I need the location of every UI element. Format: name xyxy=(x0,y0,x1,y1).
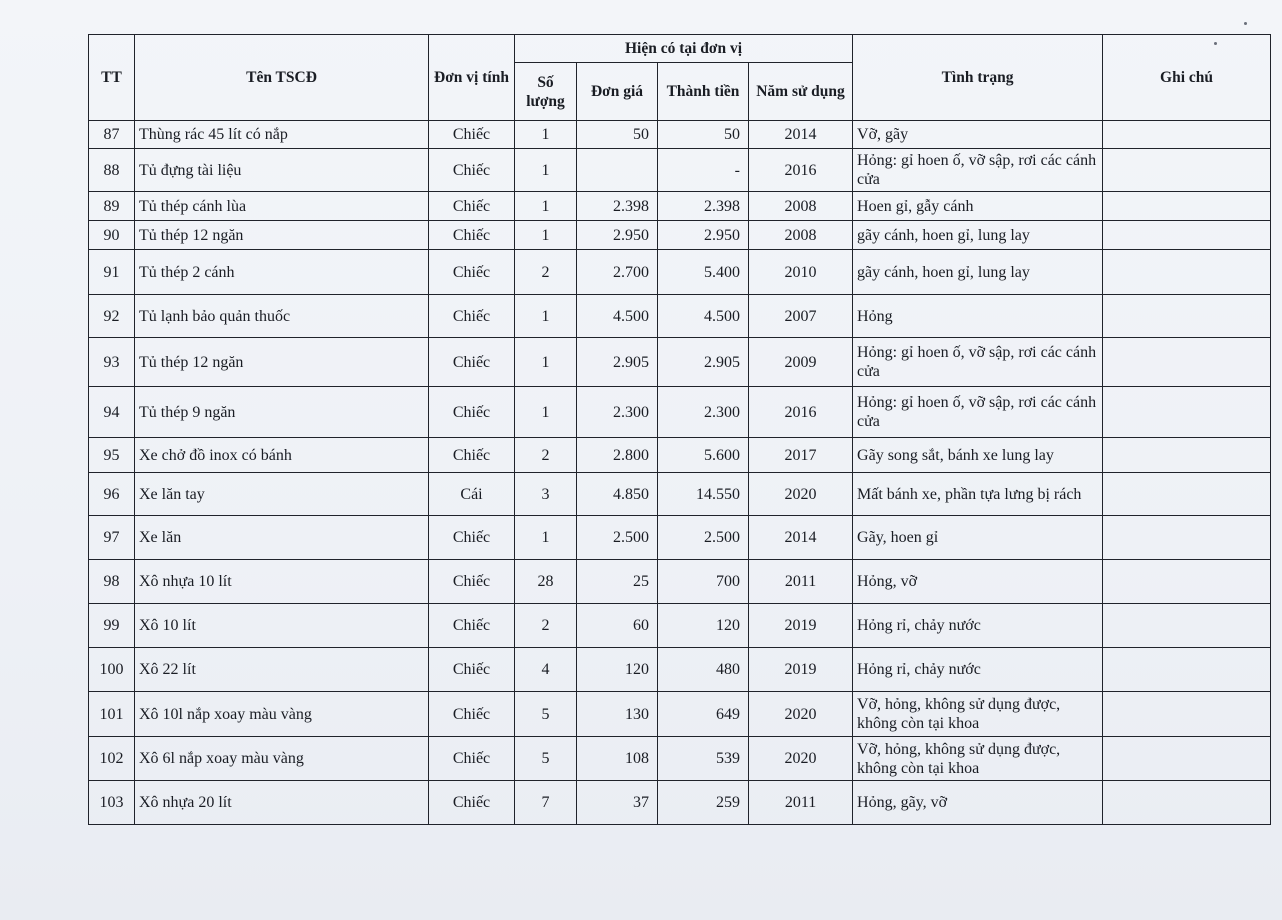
year-in-use-cell: 2011 xyxy=(749,560,853,604)
condition-cell: Gãy song sắt, bánh xe lung lay xyxy=(853,438,1103,473)
unit-price-cell: 130 xyxy=(577,692,658,737)
quantity-cell: 5 xyxy=(515,737,577,781)
table-row xyxy=(89,648,1271,692)
unit-cell: Chiếc xyxy=(429,648,515,692)
table-row xyxy=(89,560,1271,604)
note-cell xyxy=(1103,604,1271,648)
table-row xyxy=(89,438,1271,473)
table-row xyxy=(89,121,1271,149)
unit-price-cell: 108 xyxy=(577,737,658,781)
unit-cell: Chiếc xyxy=(429,121,515,149)
condition-cell: Hỏng xyxy=(853,295,1103,338)
quantity-cell: 2 xyxy=(515,250,577,295)
year-in-use-cell: 2007 xyxy=(749,295,853,338)
condition-cell: Hỏng rỉ, chảy nước xyxy=(853,648,1103,692)
condition-cell: Gãy, hoen gỉ xyxy=(853,516,1103,560)
year-in-use-cell: 2014 xyxy=(749,121,853,149)
asset-name-cell: Xe lăn tay xyxy=(135,473,429,516)
header-price: Đơn giá xyxy=(577,63,658,121)
asset-name-cell: Tủ thép 12 ngăn xyxy=(135,221,429,250)
year-in-use-cell: 2017 xyxy=(749,438,853,473)
unit-cell: Chiếc xyxy=(429,221,515,250)
asset-name-cell: Tủ thép 9 ngăn xyxy=(135,387,429,438)
note-cell xyxy=(1103,387,1271,438)
asset-name-cell: Xô 22 lít xyxy=(135,648,429,692)
year-in-use-cell: 2014 xyxy=(749,516,853,560)
row-number-cell: 100 xyxy=(89,648,135,692)
condition-cell: Hỏng rỉ, chảy nước xyxy=(853,604,1103,648)
condition-cell: Vỡ, hỏng, không sử dụng được, không còn tại khoa xyxy=(853,737,1103,781)
year-in-use-cell: 2019 xyxy=(749,604,853,648)
quantity-cell: 5 xyxy=(515,692,577,737)
condition-cell: Hỏng: gỉ hoen ố, vỡ sập, rơi các cánh cửa xyxy=(853,338,1103,387)
quantity-cell: 1 xyxy=(515,516,577,560)
asset-name-cell: Xô 10 lít xyxy=(135,604,429,648)
quantity-cell: 2 xyxy=(515,438,577,473)
table-row xyxy=(89,192,1271,221)
row-number-cell: 88 xyxy=(89,149,135,192)
year-in-use-cell: 2016 xyxy=(749,387,853,438)
total-amount-cell: 649 xyxy=(658,692,749,737)
condition-cell: Mất bánh xe, phần tựa lưng bị rách xyxy=(853,473,1103,516)
row-number-cell: 89 xyxy=(89,192,135,221)
total-amount-cell: 4.500 xyxy=(658,295,749,338)
unit-cell: Chiếc xyxy=(429,295,515,338)
asset-name-cell: Thùng rác 45 lít có nắp xyxy=(135,121,429,149)
asset-table xyxy=(88,34,1271,825)
quantity-cell: 1 xyxy=(515,121,577,149)
unit-price-cell: 4.850 xyxy=(577,473,658,516)
year-in-use-cell: 2020 xyxy=(749,473,853,516)
condition-cell: gãy cánh, hoen gỉ, lung lay xyxy=(853,250,1103,295)
asset-name-cell: Tủ thép 2 cánh xyxy=(135,250,429,295)
condition-cell: gãy cánh, hoen gỉ, lung lay xyxy=(853,221,1103,250)
header-tt: TT xyxy=(89,35,135,121)
unit-cell: Chiếc xyxy=(429,149,515,192)
total-amount-cell: 5.600 xyxy=(658,438,749,473)
quantity-cell: 2 xyxy=(515,604,577,648)
row-number-cell: 101 xyxy=(89,692,135,737)
paper-speck xyxy=(1244,22,1247,25)
quantity-cell: 1 xyxy=(515,338,577,387)
asset-name-cell: Xô nhựa 20 lít xyxy=(135,781,429,825)
row-number-cell: 102 xyxy=(89,737,135,781)
unit-price-cell: 2.950 xyxy=(577,221,658,250)
row-number-cell: 103 xyxy=(89,781,135,825)
row-number-cell: 94 xyxy=(89,387,135,438)
total-amount-cell: 50 xyxy=(658,121,749,149)
paper-speck xyxy=(1214,42,1217,45)
unit-cell: Chiếc xyxy=(429,737,515,781)
note-cell xyxy=(1103,338,1271,387)
quantity-cell: 4 xyxy=(515,648,577,692)
total-amount-cell: 14.550 xyxy=(658,473,749,516)
condition-cell: Vỡ, gãy xyxy=(853,121,1103,149)
note-cell xyxy=(1103,692,1271,737)
table-row xyxy=(89,338,1271,387)
year-in-use-cell: 2020 xyxy=(749,737,853,781)
row-number-cell: 93 xyxy=(89,338,135,387)
year-in-use-cell: 2020 xyxy=(749,692,853,737)
unit-cell: Chiếc xyxy=(429,516,515,560)
year-in-use-cell: 2008 xyxy=(749,192,853,221)
unit-price-cell: 2.700 xyxy=(577,250,658,295)
year-in-use-cell: 2016 xyxy=(749,149,853,192)
note-cell xyxy=(1103,560,1271,604)
row-number-cell: 87 xyxy=(89,121,135,149)
header-year: Năm sử dụng xyxy=(749,63,853,121)
year-in-use-cell: 2008 xyxy=(749,221,853,250)
note-cell xyxy=(1103,516,1271,560)
unit-price-cell: 2.398 xyxy=(577,192,658,221)
note-cell xyxy=(1103,438,1271,473)
asset-name-cell: Xô nhựa 10 lít xyxy=(135,560,429,604)
header-status: Tình trạng xyxy=(853,35,1103,121)
row-number-cell: 99 xyxy=(89,604,135,648)
note-cell xyxy=(1103,149,1271,192)
total-amount-cell: 2.905 xyxy=(658,338,749,387)
header-qty: Số lượng xyxy=(515,63,577,121)
unit-price-cell: 25 xyxy=(577,560,658,604)
year-in-use-cell: 2011 xyxy=(749,781,853,825)
unit-price-cell: 60 xyxy=(577,604,658,648)
table-row xyxy=(89,221,1271,250)
table-row xyxy=(89,604,1271,648)
total-amount-cell: 480 xyxy=(658,648,749,692)
row-number-cell: 98 xyxy=(89,560,135,604)
note-cell xyxy=(1103,473,1271,516)
total-amount-cell: 2.398 xyxy=(658,192,749,221)
table-row xyxy=(89,516,1271,560)
note-cell xyxy=(1103,121,1271,149)
unit-cell: Chiếc xyxy=(429,338,515,387)
quantity-cell: 7 xyxy=(515,781,577,825)
total-amount-cell: 2.950 xyxy=(658,221,749,250)
condition-cell: Hỏng, gãy, vỡ xyxy=(853,781,1103,825)
unit-cell: Chiếc xyxy=(429,387,515,438)
table-row xyxy=(89,473,1271,516)
header-name: Tên TSCĐ xyxy=(135,35,429,121)
note-cell xyxy=(1103,221,1271,250)
condition-cell: Hỏng, vỡ xyxy=(853,560,1103,604)
condition-cell: Vỡ, hỏng, không sử dụng được, không còn tại khoa xyxy=(853,692,1103,737)
table-row xyxy=(89,737,1271,781)
year-in-use-cell: 2009 xyxy=(749,338,853,387)
total-amount-cell: 700 xyxy=(658,560,749,604)
quantity-cell: 1 xyxy=(515,295,577,338)
note-cell xyxy=(1103,737,1271,781)
total-amount-cell: 5.400 xyxy=(658,250,749,295)
unit-cell: Chiếc xyxy=(429,781,515,825)
year-in-use-cell: 2010 xyxy=(749,250,853,295)
condition-cell: Hoen gỉ, gẫy cánh xyxy=(853,192,1103,221)
asset-name-cell: Xô 6l nắp xoay màu vàng xyxy=(135,737,429,781)
quantity-cell: 28 xyxy=(515,560,577,604)
row-number-cell: 97 xyxy=(89,516,135,560)
unit-price-cell: 120 xyxy=(577,648,658,692)
note-cell xyxy=(1103,648,1271,692)
total-amount-cell: 2.300 xyxy=(658,387,749,438)
header-total: Thành tiền xyxy=(658,63,749,121)
quantity-cell: 3 xyxy=(515,473,577,516)
table-row xyxy=(89,781,1271,825)
asset-name-cell: Tủ thép cánh lùa xyxy=(135,192,429,221)
total-amount-cell: 2.500 xyxy=(658,516,749,560)
unit-price-cell: 2.500 xyxy=(577,516,658,560)
asset-name-cell: Tủ đựng tài liệu xyxy=(135,149,429,192)
table-row xyxy=(89,295,1271,338)
quantity-cell: 1 xyxy=(515,149,577,192)
unit-price-cell xyxy=(577,149,658,192)
header-note: Ghi chú xyxy=(1103,35,1271,121)
unit-cell: Chiếc xyxy=(429,560,515,604)
quantity-cell: 1 xyxy=(515,221,577,250)
note-cell xyxy=(1103,781,1271,825)
unit-cell: Chiếc xyxy=(429,604,515,648)
unit-price-cell: 37 xyxy=(577,781,658,825)
note-cell xyxy=(1103,250,1271,295)
table-row xyxy=(89,250,1271,295)
unit-cell: Chiếc xyxy=(429,438,515,473)
quantity-cell: 1 xyxy=(515,387,577,438)
unit-price-cell: 50 xyxy=(577,121,658,149)
table-row xyxy=(89,387,1271,438)
unit-price-cell: 2.905 xyxy=(577,338,658,387)
total-amount-cell: 539 xyxy=(658,737,749,781)
year-in-use-cell: 2019 xyxy=(749,648,853,692)
asset-name-cell: Xe lăn xyxy=(135,516,429,560)
unit-price-cell: 4.500 xyxy=(577,295,658,338)
note-cell xyxy=(1103,295,1271,338)
header-unit: Đơn vị tính xyxy=(429,35,515,121)
row-number-cell: 92 xyxy=(89,295,135,338)
asset-name-cell: Xô 10l nắp xoay màu vàng xyxy=(135,692,429,737)
total-amount-cell: 120 xyxy=(658,604,749,648)
header-group: Hiện có tại đơn vị xyxy=(515,35,853,63)
total-amount-cell: 259 xyxy=(658,781,749,825)
unit-cell: Chiếc xyxy=(429,192,515,221)
asset-name-cell: Tủ thép 12 ngăn xyxy=(135,338,429,387)
condition-cell: Hỏng: gỉ hoen ố, vỡ sập, rơi các cánh cửa xyxy=(853,149,1103,192)
table-row xyxy=(89,692,1271,737)
row-number-cell: 90 xyxy=(89,221,135,250)
unit-cell: Cái xyxy=(429,473,515,516)
condition-cell: Hỏng: gỉ hoen ố, vỡ sập, rơi các cánh cửa xyxy=(853,387,1103,438)
total-amount-cell: - xyxy=(658,149,749,192)
note-cell xyxy=(1103,192,1271,221)
row-number-cell: 91 xyxy=(89,250,135,295)
unit-cell: Chiếc xyxy=(429,692,515,737)
asset-name-cell: Tủ lạnh bảo quản thuốc xyxy=(135,295,429,338)
row-number-cell: 96 xyxy=(89,473,135,516)
unit-price-cell: 2.800 xyxy=(577,438,658,473)
unit-price-cell: 2.300 xyxy=(577,387,658,438)
unit-cell: Chiếc xyxy=(429,250,515,295)
asset-name-cell: Xe chở đồ inox có bánh xyxy=(135,438,429,473)
table-row xyxy=(89,149,1271,192)
quantity-cell: 1 xyxy=(515,192,577,221)
row-number-cell: 95 xyxy=(89,438,135,473)
